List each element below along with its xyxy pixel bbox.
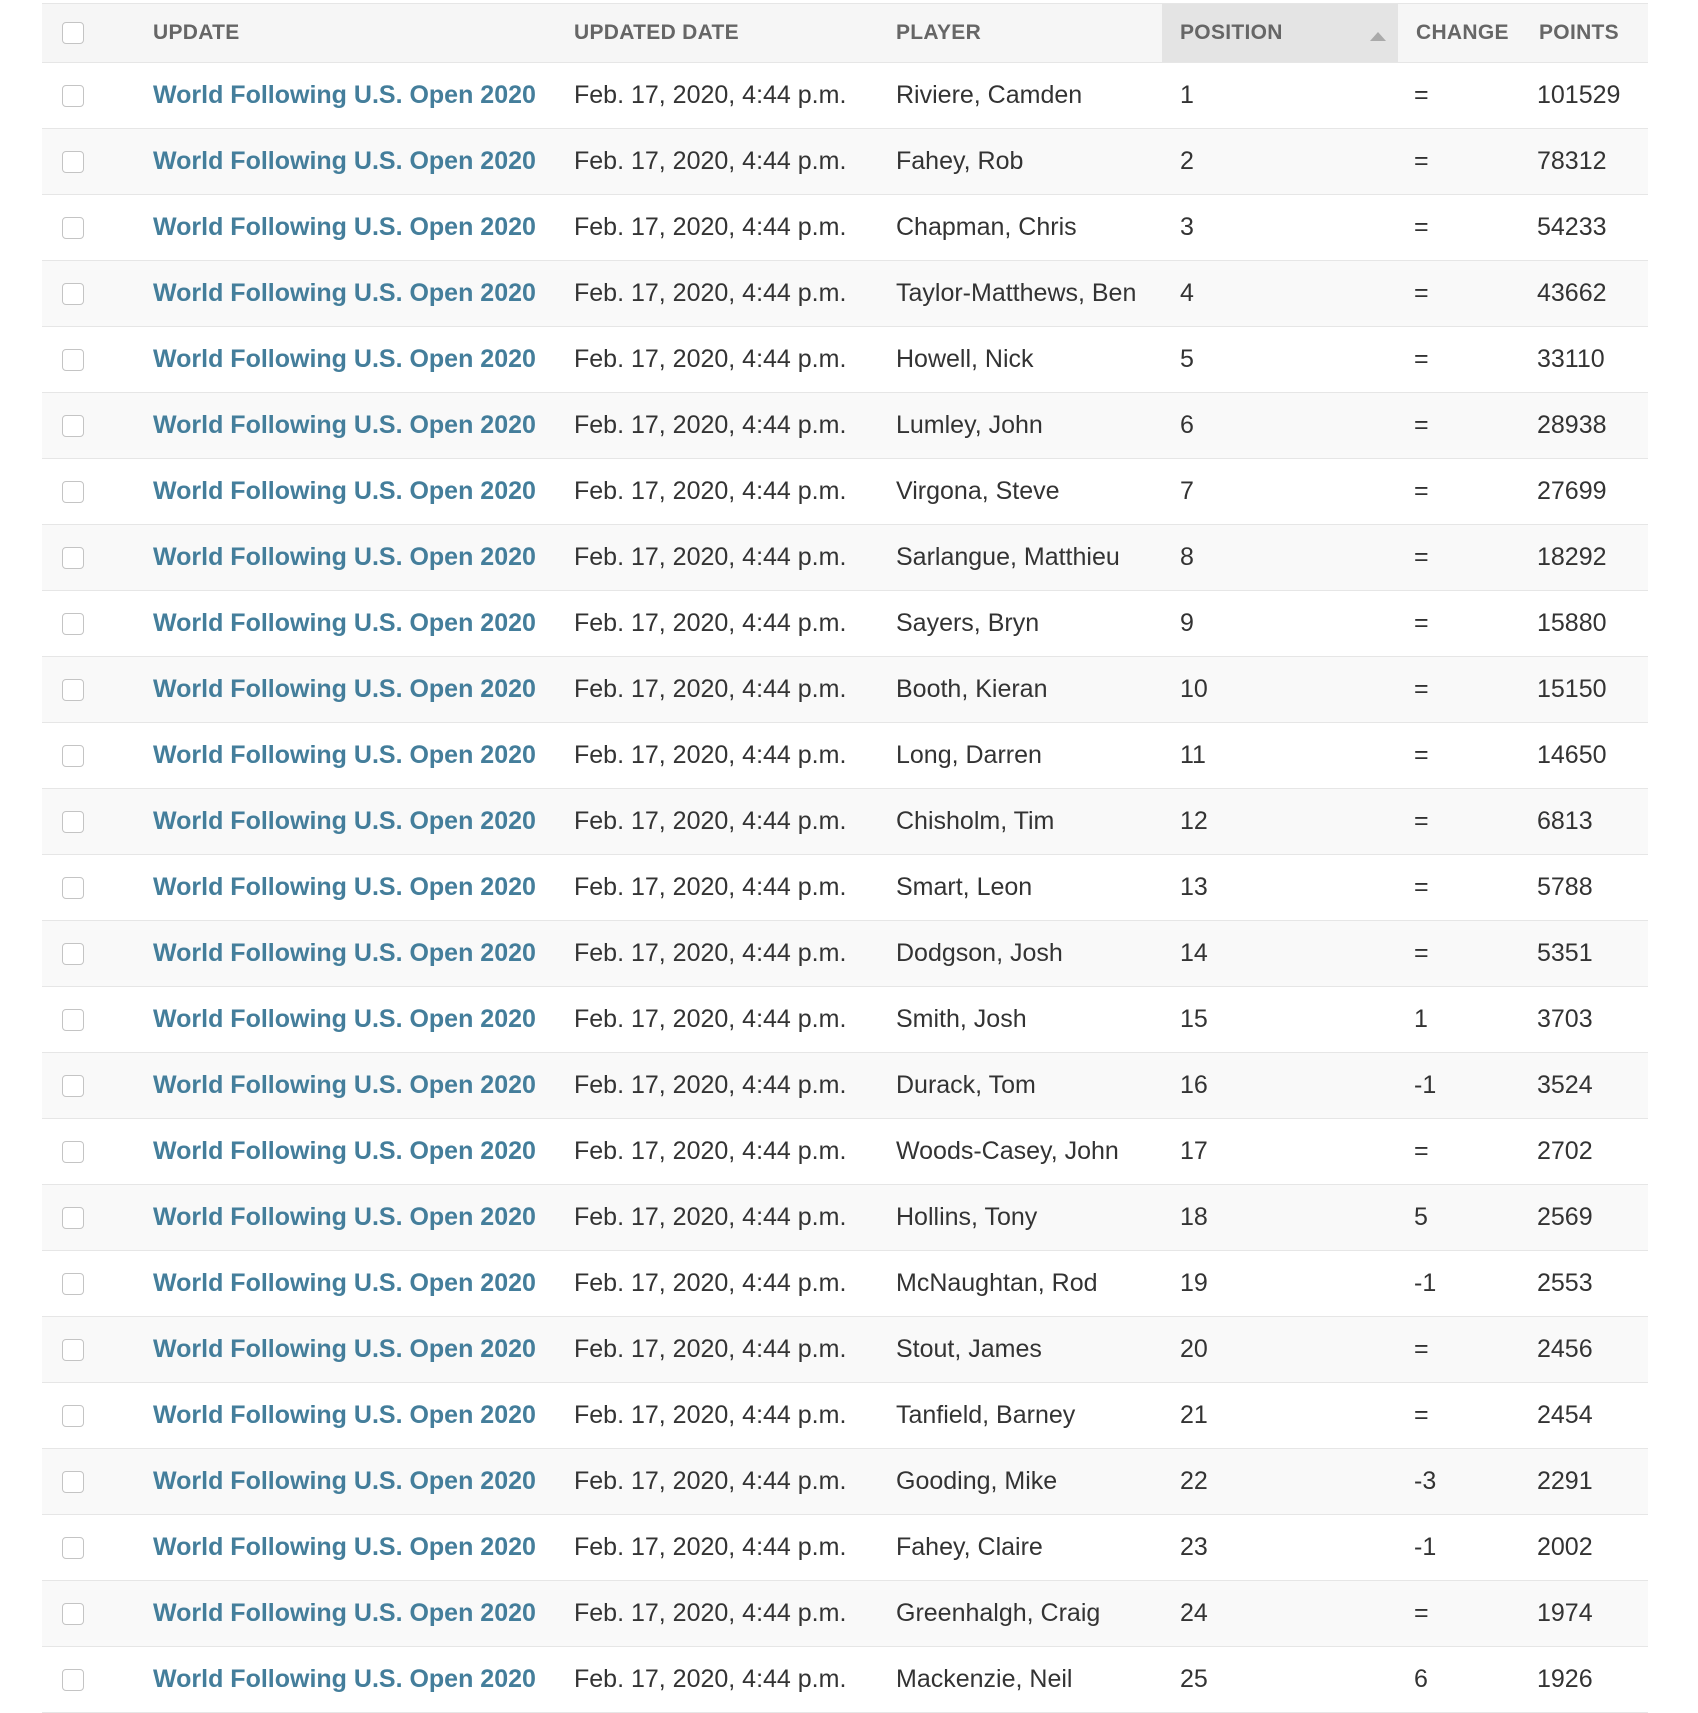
row-select-checkbox[interactable] <box>62 283 84 305</box>
column-header-position[interactable] <box>1162 4 1398 63</box>
column-header-updated-date[interactable] <box>562 4 884 63</box>
updated-date-cell: Feb. 17, 2020, 4:44 p.m. <box>562 591 884 657</box>
row-select-checkbox[interactable] <box>62 877 84 899</box>
row-select-checkbox[interactable] <box>62 1339 84 1361</box>
points-cell: 5351 <box>1521 921 1648 987</box>
update-cell <box>121 327 562 393</box>
updated-date-cell: Feb. 17, 2020, 4:44 p.m. <box>562 921 884 987</box>
player-cell: Smart, Leon <box>884 855 1162 921</box>
updated-date-cell: Feb. 17, 2020, 4:44 p.m. <box>562 525 884 591</box>
change-cell: = <box>1398 921 1521 987</box>
change-cell: = <box>1398 723 1521 789</box>
update-link[interactable]: World Following U.S. Open 2020 <box>153 279 536 307</box>
table-row <box>42 855 1648 921</box>
update-link[interactable]: World Following U.S. Open 2020 <box>153 1335 536 1363</box>
updated-date-cell: Feb. 17, 2020, 4:44 p.m. <box>562 327 884 393</box>
points-cell: 28938 <box>1521 393 1648 459</box>
update-link[interactable]: World Following U.S. Open 2020 <box>153 1071 536 1099</box>
table-row <box>42 459 1648 525</box>
row-select-cell <box>42 855 121 921</box>
change-cell: -1 <box>1398 1251 1521 1317</box>
table-row <box>42 657 1648 723</box>
points-cell: 14650 <box>1521 723 1648 789</box>
update-link[interactable]: World Following U.S. Open 2020 <box>153 543 536 571</box>
update-cell <box>121 1251 562 1317</box>
position-cell: 1 <box>1162 63 1398 129</box>
row-select-checkbox[interactable] <box>62 151 84 173</box>
updated-date-cell: Feb. 17, 2020, 4:44 p.m. <box>562 63 884 129</box>
change-cell: 1 <box>1398 987 1521 1053</box>
updated-date-cell: Feb. 17, 2020, 4:44 p.m. <box>562 1383 884 1449</box>
updated-date-cell: Feb. 17, 2020, 4:44 p.m. <box>562 657 884 723</box>
update-link[interactable]: World Following U.S. Open 2020 <box>153 675 536 703</box>
column-header-update-label: UPDATE <box>153 21 240 44</box>
player-cell: Chapman, Chris <box>884 195 1162 261</box>
player-cell: Booth, Kieran <box>884 657 1162 723</box>
table-row <box>42 1185 1648 1251</box>
position-cell: 23 <box>1162 1515 1398 1581</box>
sort-ascending-icon[interactable] <box>1370 32 1386 41</box>
points-cell: 3524 <box>1521 1053 1648 1119</box>
update-cell <box>121 459 562 525</box>
change-cell: = <box>1398 195 1521 261</box>
update-link[interactable]: World Following U.S. Open 2020 <box>153 1137 536 1165</box>
update-cell <box>121 63 562 129</box>
position-cell: 7 <box>1162 459 1398 525</box>
table-row <box>42 921 1648 987</box>
position-cell: 21 <box>1162 1383 1398 1449</box>
row-select-checkbox[interactable] <box>62 481 84 503</box>
row-select-checkbox[interactable] <box>62 1471 84 1493</box>
update-link[interactable]: World Following U.S. Open 2020 <box>153 1599 536 1627</box>
player-cell: Riviere, Camden <box>884 63 1162 129</box>
row-select-cell <box>42 459 121 525</box>
update-link[interactable]: World Following U.S. Open 2020 <box>153 345 536 373</box>
position-cell: 5 <box>1162 327 1398 393</box>
update-link[interactable]: World Following U.S. Open 2020 <box>153 1203 536 1231</box>
table-row <box>42 1383 1648 1449</box>
points-cell: 43662 <box>1521 261 1648 327</box>
row-select-checkbox[interactable] <box>62 679 84 701</box>
row-select-cell <box>42 1581 121 1647</box>
column-header-update[interactable] <box>121 4 562 63</box>
change-cell: = <box>1398 1317 1521 1383</box>
update-link[interactable]: World Following U.S. Open 2020 <box>153 411 536 439</box>
table-row <box>42 789 1648 855</box>
updated-date-cell: Feb. 17, 2020, 4:44 p.m. <box>562 1449 884 1515</box>
player-cell: Dodgson, Josh <box>884 921 1162 987</box>
position-cell: 22 <box>1162 1449 1398 1515</box>
column-header-change[interactable] <box>1398 4 1521 63</box>
player-cell: Gooding, Mike <box>884 1449 1162 1515</box>
select-all-header <box>42 4 121 63</box>
points-cell: 3703 <box>1521 987 1648 1053</box>
table-row <box>42 1053 1648 1119</box>
row-select-checkbox[interactable] <box>62 1009 84 1031</box>
header-row <box>42 4 1648 63</box>
row-select-checkbox[interactable] <box>62 613 84 635</box>
updated-date-cell: Feb. 17, 2020, 4:44 p.m. <box>562 1581 884 1647</box>
row-select-checkbox[interactable] <box>62 1207 84 1229</box>
table-row <box>42 393 1648 459</box>
position-cell: 17 <box>1162 1119 1398 1185</box>
change-cell: -1 <box>1398 1515 1521 1581</box>
player-cell: Durack, Tom <box>884 1053 1162 1119</box>
points-cell: 27699 <box>1521 459 1648 525</box>
points-cell: 18292 <box>1521 525 1648 591</box>
updated-date-cell: Feb. 17, 2020, 4:44 p.m. <box>562 987 884 1053</box>
update-cell <box>121 195 562 261</box>
update-cell <box>121 657 562 723</box>
update-link[interactable]: World Following U.S. Open 2020 <box>153 1005 536 1033</box>
update-cell <box>121 1119 562 1185</box>
column-header-player-label: PLAYER <box>896 21 982 44</box>
player-cell: Hollins, Tony <box>884 1185 1162 1251</box>
update-link[interactable]: World Following U.S. Open 2020 <box>153 609 536 637</box>
table-row <box>42 591 1648 657</box>
row-select-cell <box>42 1119 121 1185</box>
row-select-cell <box>42 987 121 1053</box>
change-cell: -1 <box>1398 1053 1521 1119</box>
updated-date-cell: Feb. 17, 2020, 4:44 p.m. <box>562 393 884 459</box>
updated-date-cell: Feb. 17, 2020, 4:44 p.m. <box>562 1053 884 1119</box>
update-link[interactable]: World Following U.S. Open 2020 <box>153 477 536 505</box>
points-cell: 15880 <box>1521 591 1648 657</box>
updated-date-cell: Feb. 17, 2020, 4:44 p.m. <box>562 1647 884 1713</box>
player-cell: Tanfield, Barney <box>884 1383 1162 1449</box>
row-select-checkbox[interactable] <box>62 1405 84 1427</box>
table-row <box>42 261 1648 327</box>
position-cell: 3 <box>1162 195 1398 261</box>
update-cell <box>121 1053 562 1119</box>
row-select-cell <box>42 129 121 195</box>
table-row <box>42 1317 1648 1383</box>
position-cell: 18 <box>1162 1185 1398 1251</box>
position-cell: 20 <box>1162 1317 1398 1383</box>
table-row <box>42 1119 1648 1185</box>
row-select-checkbox[interactable] <box>62 547 84 569</box>
row-select-cell <box>42 921 121 987</box>
row-select-checkbox[interactable] <box>62 1603 84 1625</box>
updated-date-cell: Feb. 17, 2020, 4:44 p.m. <box>562 1185 884 1251</box>
update-link[interactable]: World Following U.S. Open 2020 <box>153 807 536 835</box>
player-cell: McNaughtan, Rod <box>884 1251 1162 1317</box>
row-select-checkbox[interactable] <box>62 1669 84 1691</box>
points-cell: 101529 <box>1521 63 1648 129</box>
change-cell: = <box>1398 261 1521 327</box>
player-cell: Lumley, John <box>884 393 1162 459</box>
updated-date-cell: Feb. 17, 2020, 4:44 p.m. <box>562 789 884 855</box>
row-select-checkbox[interactable] <box>62 943 84 965</box>
points-cell: 2454 <box>1521 1383 1648 1449</box>
change-cell: 5 <box>1398 1185 1521 1251</box>
change-cell: = <box>1398 591 1521 657</box>
player-cell: Fahey, Claire <box>884 1515 1162 1581</box>
position-cell: 12 <box>1162 789 1398 855</box>
update-link[interactable]: World Following U.S. Open 2020 <box>153 81 536 109</box>
update-cell <box>121 393 562 459</box>
position-cell: 24 <box>1162 1581 1398 1647</box>
column-header-points[interactable] <box>1521 4 1648 63</box>
update-link[interactable]: World Following U.S. Open 2020 <box>153 741 536 769</box>
column-header-updated-date-label: UPDATED DATE <box>574 21 739 44</box>
row-select-checkbox[interactable] <box>62 217 84 239</box>
row-select-checkbox[interactable] <box>62 1537 84 1559</box>
update-link[interactable]: World Following U.S. Open 2020 <box>153 147 536 175</box>
change-cell: = <box>1398 129 1521 195</box>
update-link[interactable]: World Following U.S. Open 2020 <box>153 939 536 967</box>
update-link[interactable]: World Following U.S. Open 2020 <box>153 1467 536 1495</box>
update-link[interactable]: World Following U.S. Open 2020 <box>153 1401 536 1429</box>
row-select-cell <box>42 1317 121 1383</box>
points-cell: 1926 <box>1521 1647 1648 1713</box>
player-cell: Sarlangue, Matthieu <box>884 525 1162 591</box>
change-cell: = <box>1398 855 1521 921</box>
position-cell: 6 <box>1162 393 1398 459</box>
position-cell: 13 <box>1162 855 1398 921</box>
update-cell <box>121 1515 562 1581</box>
position-cell: 8 <box>1162 525 1398 591</box>
table-row <box>42 1647 1648 1713</box>
row-select-checkbox[interactable] <box>62 415 84 437</box>
table-header <box>42 4 1648 63</box>
update-cell <box>121 1581 562 1647</box>
updated-date-cell: Feb. 17, 2020, 4:44 p.m. <box>562 1515 884 1581</box>
player-cell: Fahey, Rob <box>884 129 1162 195</box>
column-header-points-label: POINTS <box>1539 21 1619 44</box>
row-select-cell <box>42 195 121 261</box>
points-cell: 33110 <box>1521 327 1648 393</box>
row-select-checkbox[interactable] <box>62 1273 84 1295</box>
update-cell <box>121 525 562 591</box>
table-row <box>42 1515 1648 1581</box>
change-cell: -3 <box>1398 1449 1521 1515</box>
change-cell: = <box>1398 459 1521 525</box>
table-row <box>42 1251 1648 1317</box>
change-cell: = <box>1398 525 1521 591</box>
row-select-cell <box>42 1053 121 1119</box>
table-row <box>42 1449 1648 1515</box>
row-select-cell <box>42 327 121 393</box>
table-row <box>42 327 1648 393</box>
updated-date-cell: Feb. 17, 2020, 4:44 p.m. <box>562 723 884 789</box>
points-cell: 2553 <box>1521 1251 1648 1317</box>
table-row <box>42 1581 1648 1647</box>
position-cell: 16 <box>1162 1053 1398 1119</box>
row-select-checkbox[interactable] <box>62 745 84 767</box>
select-all-checkbox[interactable] <box>62 22 84 44</box>
position-cell: 4 <box>1162 261 1398 327</box>
player-cell: Mackenzie, Neil <box>884 1647 1162 1713</box>
points-cell: 2002 <box>1521 1515 1648 1581</box>
row-select-cell <box>42 525 121 591</box>
position-cell: 15 <box>1162 987 1398 1053</box>
row-select-cell <box>42 63 121 129</box>
change-cell: = <box>1398 1119 1521 1185</box>
row-select-cell <box>42 591 121 657</box>
row-select-cell <box>42 1647 121 1713</box>
points-cell: 54233 <box>1521 195 1648 261</box>
change-cell: = <box>1398 789 1521 855</box>
update-cell <box>121 591 562 657</box>
row-select-cell <box>42 1251 121 1317</box>
position-cell: 14 <box>1162 921 1398 987</box>
row-select-cell <box>42 657 121 723</box>
column-header-position-label: POSITION <box>1180 21 1283 44</box>
player-cell: Howell, Nick <box>884 327 1162 393</box>
position-cell: 10 <box>1162 657 1398 723</box>
change-cell: = <box>1398 1383 1521 1449</box>
player-cell: Stout, James <box>884 1317 1162 1383</box>
update-cell <box>121 1647 562 1713</box>
update-cell <box>121 129 562 195</box>
row-select-cell <box>42 1185 121 1251</box>
points-cell: 5788 <box>1521 855 1648 921</box>
table-row <box>42 987 1648 1053</box>
points-cell: 2702 <box>1521 1119 1648 1185</box>
row-select-cell <box>42 1383 121 1449</box>
updated-date-cell: Feb. 17, 2020, 4:44 p.m. <box>562 261 884 327</box>
row-select-cell <box>42 789 121 855</box>
change-cell: 6 <box>1398 1647 1521 1713</box>
position-cell: 25 <box>1162 1647 1398 1713</box>
change-cell: = <box>1398 393 1521 459</box>
updated-date-cell: Feb. 17, 2020, 4:44 p.m. <box>562 1251 884 1317</box>
points-cell: 2291 <box>1521 1449 1648 1515</box>
player-cell: Sayers, Bryn <box>884 591 1162 657</box>
update-link[interactable]: World Following U.S. Open 2020 <box>153 873 536 901</box>
update-link[interactable]: World Following U.S. Open 2020 <box>153 213 536 241</box>
points-cell: 78312 <box>1521 129 1648 195</box>
results-table-container <box>42 3 1648 1713</box>
update-cell <box>121 1449 562 1515</box>
change-cell: = <box>1398 63 1521 129</box>
table-body <box>42 63 1648 1713</box>
position-cell: 19 <box>1162 1251 1398 1317</box>
table-row <box>42 129 1648 195</box>
update-link[interactable]: World Following U.S. Open 2020 <box>153 1269 536 1297</box>
update-cell <box>121 921 562 987</box>
row-select-cell <box>42 261 121 327</box>
change-cell: = <box>1398 1581 1521 1647</box>
player-cell: Virgona, Steve <box>884 459 1162 525</box>
player-cell: Long, Darren <box>884 723 1162 789</box>
points-cell: 6813 <box>1521 789 1648 855</box>
update-cell <box>121 261 562 327</box>
points-cell: 2456 <box>1521 1317 1648 1383</box>
player-cell: Taylor-Matthews, Ben <box>884 261 1162 327</box>
update-cell <box>121 723 562 789</box>
row-select-checkbox[interactable] <box>62 349 84 371</box>
update-cell <box>121 1185 562 1251</box>
update-link[interactable]: World Following U.S. Open 2020 <box>153 1665 536 1693</box>
update-cell <box>121 789 562 855</box>
update-link[interactable]: World Following U.S. Open 2020 <box>153 1533 536 1561</box>
row-select-checkbox[interactable] <box>62 811 84 833</box>
results-table <box>42 3 1648 1713</box>
points-cell: 1974 <box>1521 1581 1648 1647</box>
row-select-checkbox[interactable] <box>62 1075 84 1097</box>
updated-date-cell: Feb. 17, 2020, 4:44 p.m. <box>562 129 884 195</box>
column-header-player[interactable] <box>884 4 1162 63</box>
row-select-checkbox[interactable] <box>62 85 84 107</box>
update-cell <box>121 855 562 921</box>
player-cell: Chisholm, Tim <box>884 789 1162 855</box>
update-cell <box>121 987 562 1053</box>
updated-date-cell: Feb. 17, 2020, 4:44 p.m. <box>562 855 884 921</box>
table-row <box>42 723 1648 789</box>
update-cell <box>121 1383 562 1449</box>
change-cell: = <box>1398 657 1521 723</box>
row-select-checkbox[interactable] <box>62 1141 84 1163</box>
updated-date-cell: Feb. 17, 2020, 4:44 p.m. <box>562 195 884 261</box>
table-row <box>42 195 1648 261</box>
points-cell: 2569 <box>1521 1185 1648 1251</box>
table-row <box>42 63 1648 129</box>
position-cell: 2 <box>1162 129 1398 195</box>
row-select-cell <box>42 1449 121 1515</box>
updated-date-cell: Feb. 17, 2020, 4:44 p.m. <box>562 1317 884 1383</box>
row-select-cell <box>42 393 121 459</box>
row-select-cell <box>42 1515 121 1581</box>
player-cell: Greenhalgh, Craig <box>884 1581 1162 1647</box>
position-cell: 9 <box>1162 591 1398 657</box>
change-cell: = <box>1398 327 1521 393</box>
updated-date-cell: Feb. 17, 2020, 4:44 p.m. <box>562 459 884 525</box>
updated-date-cell: Feb. 17, 2020, 4:44 p.m. <box>562 1119 884 1185</box>
update-cell <box>121 1317 562 1383</box>
table-row <box>42 525 1648 591</box>
row-select-cell <box>42 723 121 789</box>
player-cell: Smith, Josh <box>884 987 1162 1053</box>
points-cell: 15150 <box>1521 657 1648 723</box>
column-header-change-label: CHANGE <box>1416 21 1509 44</box>
position-cell: 11 <box>1162 723 1398 789</box>
player-cell: Woods-Casey, John <box>884 1119 1162 1185</box>
